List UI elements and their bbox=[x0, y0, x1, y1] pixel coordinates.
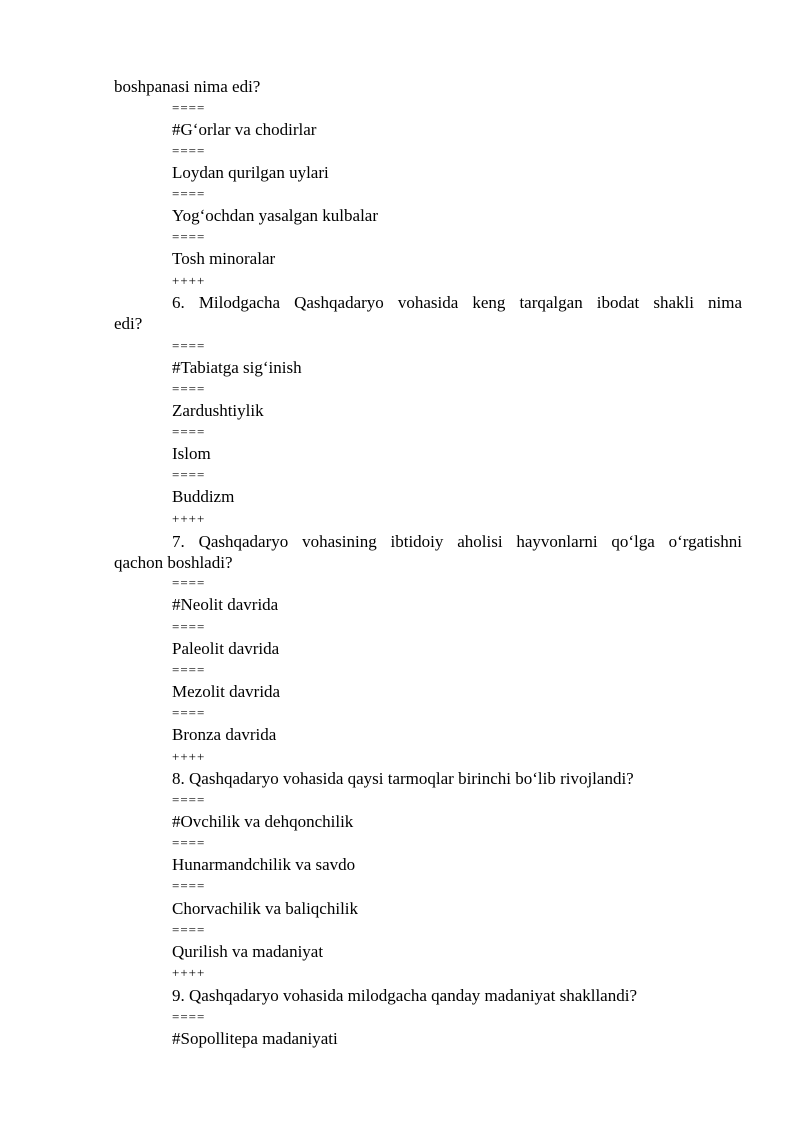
option-separator: ==== bbox=[172, 467, 206, 482]
question-separator: ++++ bbox=[172, 511, 206, 526]
q8-option-3: Chorvachilik va baliqchilik bbox=[172, 899, 359, 918]
question-6-text-line-2: edi? bbox=[114, 314, 143, 333]
question-separator: ++++ bbox=[172, 749, 206, 764]
question-separator: ++++ bbox=[172, 273, 206, 288]
q6-option-3: Islom bbox=[172, 444, 211, 463]
option-separator: ==== bbox=[172, 424, 206, 439]
q6-option-1: #Tabiatga sig‘inish bbox=[172, 358, 302, 377]
option-separator: ==== bbox=[172, 186, 206, 201]
question-6-text-line-1: 6. Milodgacha Qashqadaryo vohasida keng tarqalgan ibodat shakli nima bbox=[172, 293, 742, 312]
q9-option-1: #Sopollitepa madaniyati bbox=[172, 1029, 338, 1048]
q5-option-2: Loydan qurilgan uylari bbox=[172, 163, 329, 182]
option-separator: ==== bbox=[172, 878, 206, 893]
q5-option-3: Yog‘ochdan yasalgan kulbalar bbox=[172, 206, 379, 225]
option-separator: ==== bbox=[172, 100, 206, 115]
option-separator: ==== bbox=[172, 662, 206, 677]
q8-option-4: Qurilish va madaniyat bbox=[172, 942, 324, 961]
option-separator: ==== bbox=[172, 143, 206, 158]
question-7-text-line-2: qachon boshladi? bbox=[114, 553, 233, 572]
option-separator: ==== bbox=[172, 1009, 206, 1024]
q6-option-4: Buddizm bbox=[172, 487, 235, 506]
q7-option-2: Paleolit davrida bbox=[172, 639, 280, 658]
question-separator: ++++ bbox=[172, 965, 206, 980]
q8-option-1: #Ovchilik va dehqonchilik bbox=[172, 812, 354, 831]
q7-option-3: Mezolit davrida bbox=[172, 682, 281, 701]
option-separator: ==== bbox=[172, 922, 206, 937]
question-9-text: 9. Qashqadaryo vohasida milodgacha qanday madaniyat shakllandi? bbox=[172, 986, 637, 1005]
option-separator: ==== bbox=[172, 229, 206, 244]
option-separator: ==== bbox=[172, 835, 206, 850]
question-7-text-line-1: 7. Qashqadaryo vohasining ibtidoiy aholisi hayvonlarni qo‘lga o‘rgatishni bbox=[172, 532, 742, 551]
q7-option-4: Bronza davrida bbox=[172, 725, 277, 744]
option-separator: ==== bbox=[172, 381, 206, 396]
question-8-text: 8. Qashqadaryo vohasida qaysi tarmoqlar birinchi bo‘lib rivojlandi? bbox=[172, 769, 634, 788]
option-separator: ==== bbox=[172, 619, 206, 634]
q6-option-2: Zardushtiylik bbox=[172, 401, 264, 420]
option-separator: ==== bbox=[172, 705, 206, 720]
q5-option-4: Tosh minoralar bbox=[172, 249, 276, 268]
question-5-continuation: boshpanasi nima edi? bbox=[114, 77, 261, 96]
option-separator: ==== bbox=[172, 338, 206, 353]
q7-option-1: #Neolit davrida bbox=[172, 595, 279, 614]
option-separator: ==== bbox=[172, 792, 206, 807]
q5-option-1: #G‘orlar va chodirlar bbox=[172, 120, 317, 139]
q8-option-2: Hunarmandchilik va savdo bbox=[172, 855, 356, 874]
option-separator: ==== bbox=[172, 575, 206, 590]
